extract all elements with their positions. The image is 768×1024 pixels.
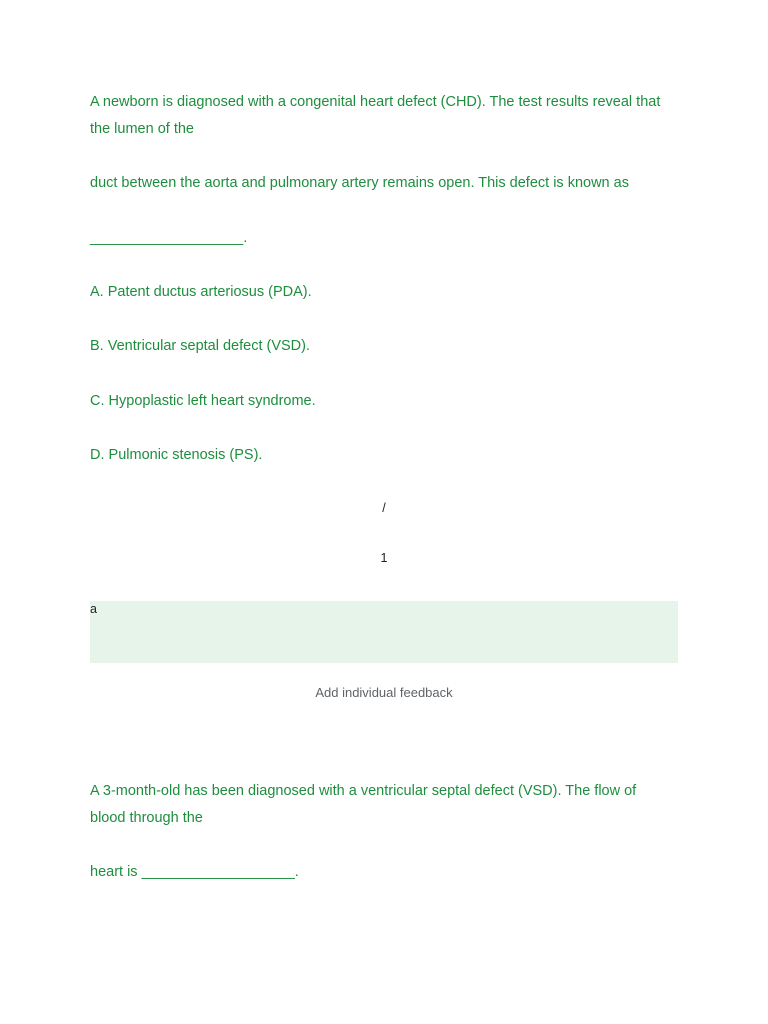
question1-blank: ___________________. — [90, 230, 248, 246]
question2-stem-line1: A 3-month-old has been diagnosed with a ventricular septal defect (VSD). The flow of blood through the — [90, 783, 637, 826]
answer-text: a — [90, 602, 97, 616]
score-separator: / — [382, 501, 386, 515]
answer-box — [90, 601, 678, 663]
option-a: A. Patent ductus arteriosus (PDA). — [90, 284, 312, 300]
add-feedback-link[interactable]: Add individual feedback — [315, 685, 453, 700]
option-c: C. Hypoplastic left heart syndrome. — [90, 393, 316, 409]
option-b: B. Ventricular septal defect (VSD). — [90, 338, 311, 354]
score-total: 1 — [380, 551, 388, 565]
question1-stem-line2: duct between the aorta and pulmonary artery remains open. This defect is known as — [90, 175, 629, 191]
question1-stem-line1: A newborn is diagnosed with a congenital heart defect (CHD). The test results reveal that the lumen of the — [90, 94, 661, 137]
question2-stem-line2: heart is ___________________. — [90, 864, 299, 880]
option-d: D. Pulmonic stenosis (PS). — [90, 447, 263, 463]
